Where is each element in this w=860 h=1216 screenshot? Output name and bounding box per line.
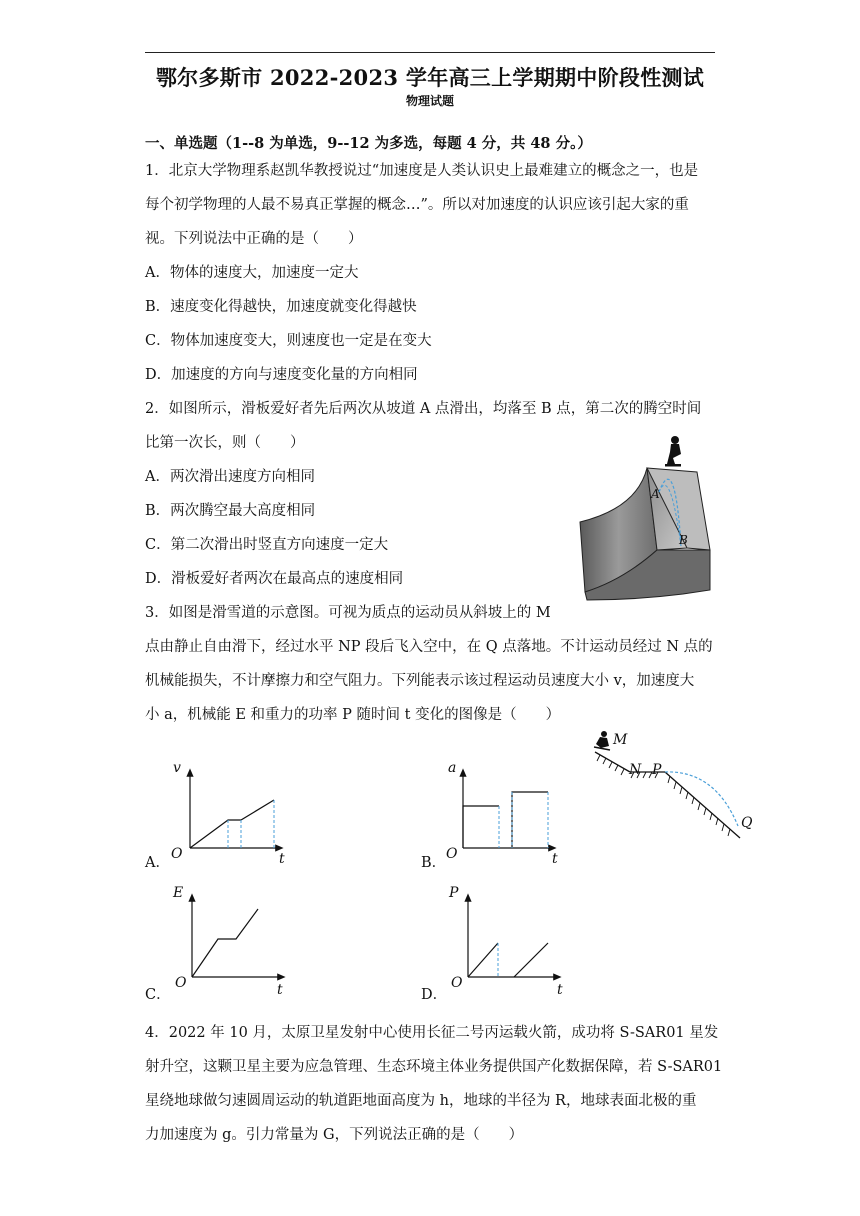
page-subtitle: 物理试题 bbox=[405, 94, 454, 108]
figure-label-m: M bbox=[613, 732, 628, 748]
q4-stem-line: 4．2022 年 10 月，太原卫星发射中心使用长征二号丙运载火箭，成功将 S-SAR01 星发 bbox=[145, 1025, 719, 1041]
graph-d-option: D． bbox=[421, 987, 448, 1003]
graph-a-origin: O bbox=[171, 846, 183, 862]
figure-label-p: P bbox=[652, 762, 662, 778]
q1-option-c: C．物体加速度变大，则速度也一定是在变大 bbox=[145, 333, 432, 349]
graph-b-origin: O bbox=[446, 846, 458, 862]
graph-a-y-label: v bbox=[173, 760, 181, 776]
q2-option-a: A．两次滑出速度方向相同 bbox=[145, 469, 315, 485]
figure-label-q: Q bbox=[741, 815, 753, 831]
page-title: 鄂尔多斯市 2022-2023 学年高三上学期期中阶段性测试 bbox=[155, 65, 705, 90]
graph-d-y-label: P bbox=[449, 885, 459, 901]
figure-label-a: A bbox=[651, 487, 660, 501]
q4-stem-line: 射升空，这颗卫星主要为应急管理、生态环境主体业务提供国产化数据保障，若 S-SAR01 bbox=[145, 1059, 723, 1075]
q3-stem-line: 3．如图是滑雪道的示意图。可视为质点的运动员从斜坡上的 M bbox=[145, 605, 551, 621]
q1-option-d: D．加速度的方向与速度变化量的方向相同 bbox=[145, 367, 418, 383]
q1-stem-line: 视。下列说法中正确的是（ ） bbox=[145, 231, 363, 247]
q2-stem-line: 比第一次长，则（ ） bbox=[145, 435, 305, 451]
q2-option-d: D．滑板爱好者两次在最高点的速度相同 bbox=[145, 571, 404, 587]
q4-stem-line: 星绕地球做匀速圆周运动的轨道距地面高度为 h，地球的半径为 R，地球表面北极的重 bbox=[145, 1093, 697, 1109]
q1-stem-line: 每个初学物理的人最不易真正掌握的概念…”。所以对加速度的认识应该引起大家的重 bbox=[145, 197, 689, 213]
q3-stem-line: 点由静止自由滑下，经过水平 NP 段后飞入空中，在 Q 点落地。不计运动员经过 N 点的 bbox=[145, 639, 713, 655]
skier-icon bbox=[594, 731, 610, 750]
graph-c-e-t bbox=[190, 895, 290, 985]
graph-c-option: C． bbox=[145, 987, 171, 1003]
skate-ramp-figure bbox=[575, 430, 715, 600]
graph-a-v-t bbox=[188, 770, 288, 855]
section-heading: 一、单选题（1--8 为单选，9--12 为多选，每题 4 分，共 48 分。） bbox=[145, 135, 592, 152]
q1-option-b: B．速度变化得越快，加速度就变化得越快 bbox=[145, 299, 417, 315]
q2-option-c: C．第二次滑出时竖直方向速度一定大 bbox=[145, 537, 389, 553]
graph-c-x-label: t bbox=[277, 982, 283, 998]
graph-b-a-t bbox=[461, 770, 561, 855]
ski-slope-figure bbox=[590, 730, 760, 850]
q4-stem-line: 力加速度为 g。引力常量为 G，下列说法正确的是（ ） bbox=[145, 1127, 524, 1143]
q2-option-b: B．两次腾空最大高度相同 bbox=[145, 503, 316, 519]
q3-stem-line: 机械能损失，不计摩擦力和空气阻力。下列能表示该过程运动员速度大小 v，加速度大 bbox=[145, 673, 695, 689]
graph-d-origin: O bbox=[451, 975, 463, 991]
graph-d-x-label: t bbox=[557, 982, 563, 998]
graph-c-y-label: E bbox=[173, 885, 184, 901]
q2-stem-line: 2．如图所示，滑板爱好者先后两次从坡道 A 点滑出，均落至 B 点，第二次的腾空时间 bbox=[145, 401, 702, 417]
figure-label-n: N bbox=[629, 762, 642, 778]
header-rule bbox=[145, 52, 715, 53]
graph-a-x-label: t bbox=[279, 851, 285, 867]
graph-b-x-label: t bbox=[552, 851, 558, 867]
skater-icon bbox=[665, 436, 681, 467]
figure-label-b: B bbox=[679, 533, 688, 547]
q1-stem-line: 1．北京大学物理系赵凯华教授说过“加速度是人类认识史上最难建立的概念之一，也是 bbox=[145, 163, 699, 179]
q3-stem-line: 小 a，机械能 E 和重力的功率 P 随时间 t 变化的图像是（ ） bbox=[145, 707, 561, 723]
q1-option-a: A．物体的速度大，加速度一定大 bbox=[145, 265, 359, 281]
graph-a-option: A． bbox=[145, 855, 170, 871]
graph-b-option: B． bbox=[421, 855, 447, 871]
graph-c-origin: O bbox=[175, 975, 187, 991]
graph-d-p-t bbox=[466, 895, 566, 985]
graph-b-y-label: a bbox=[448, 760, 457, 776]
